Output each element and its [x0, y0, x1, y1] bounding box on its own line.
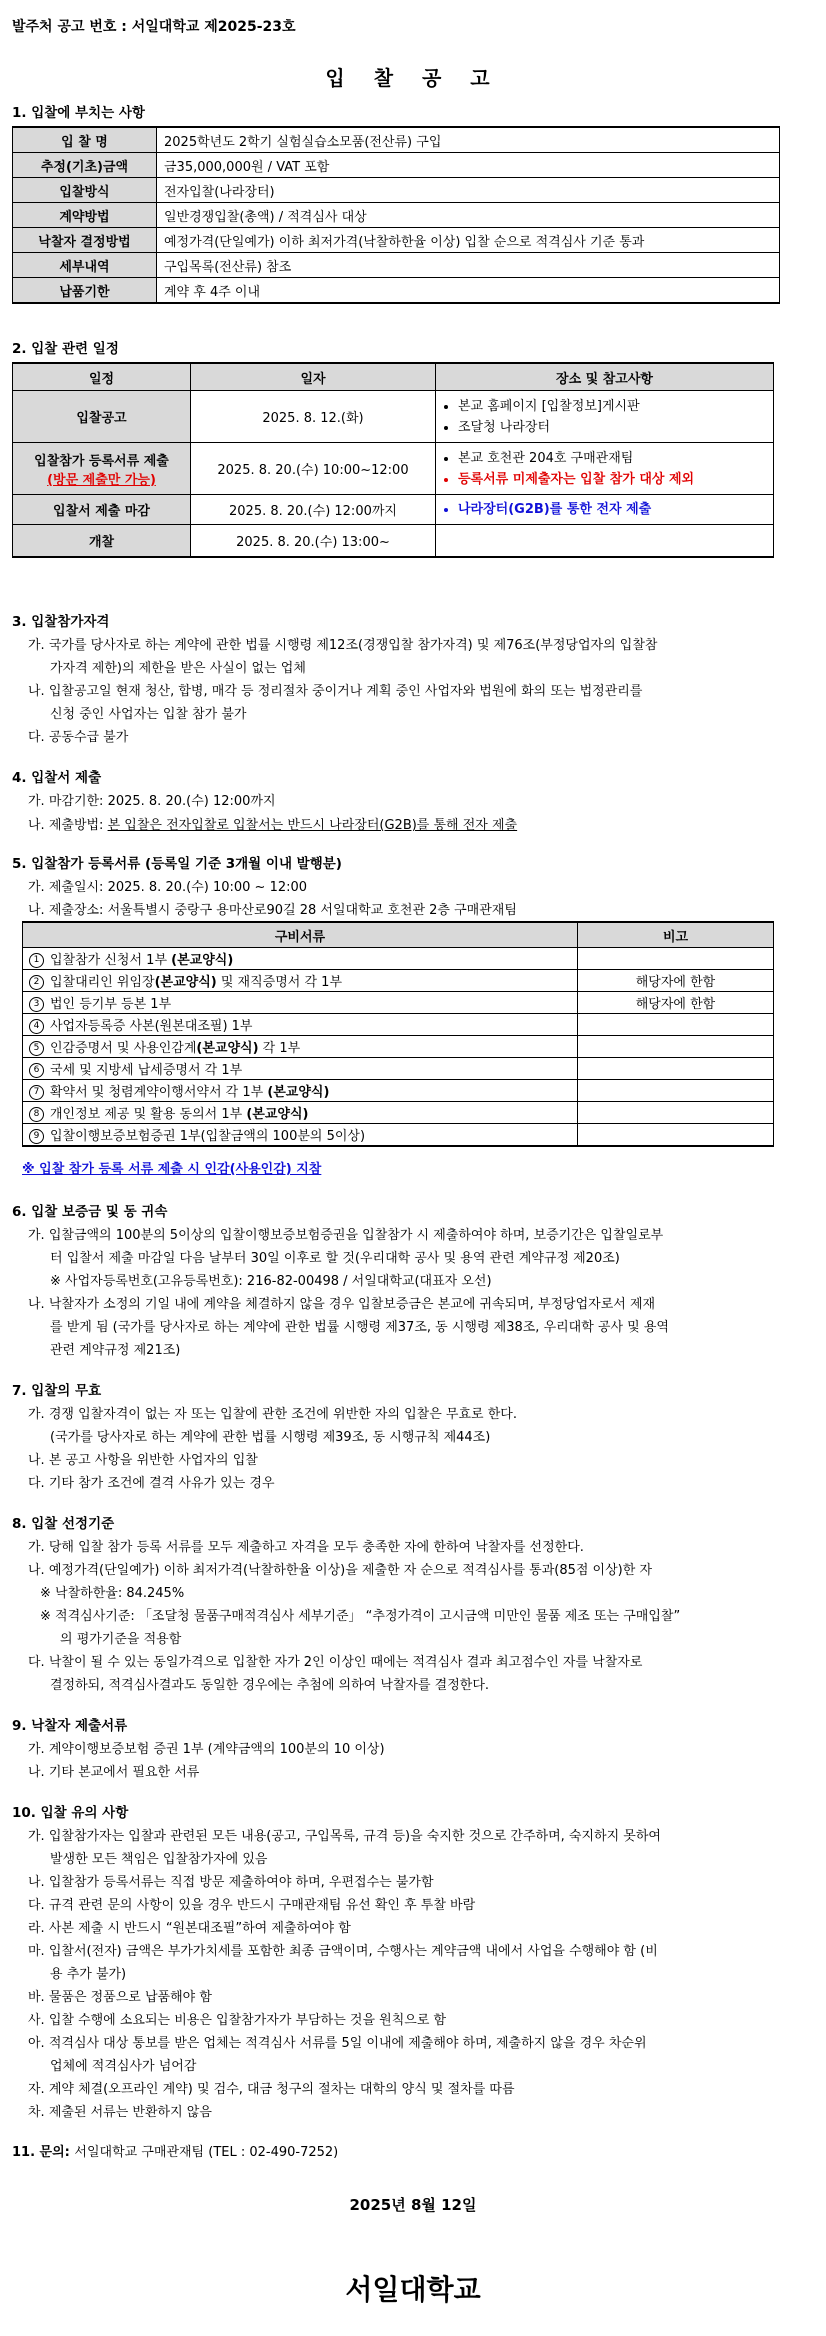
- schedule-notes: [436, 443, 774, 495]
- table-row: [23, 1036, 774, 1058]
- text-line: 가. 마감기한: 2025. 8. 20.(수) 12:00까지: [28, 794, 276, 809]
- text-line: 업체에 적격심사가 넘어감: [50, 2059, 197, 2074]
- item-remark: 해당자에 한함: [578, 970, 774, 992]
- document-item: [23, 948, 578, 970]
- item-remark: [578, 948, 774, 970]
- note-item-warning: • 등록서류 미제출자는 입찰 참가 대상 제외: [458, 469, 765, 490]
- note-item-highlight: • 나라장터(G2B)를 통한 전자 제출: [458, 499, 765, 520]
- text-line: 나. 예정가격(단일예가) 이하 최저가격(낙찰하한율 이상)을 제출한 자 순으로 적격심사를 통과(85점 이상)한 자: [28, 1563, 652, 1578]
- contact-text: 서일대학교 구매관재팀 (TEL : 02-490-7252): [74, 2145, 339, 2160]
- text-line: 다. 기타 참가 조건에 결격 사유가 있는 경우: [28, 1476, 275, 1491]
- column-header: 일정: [13, 363, 191, 391]
- item-number: 4: [29, 1019, 44, 1034]
- table-row: [13, 253, 780, 278]
- document-item: [23, 1124, 578, 1147]
- page-title: 입 찰 공 고: [325, 66, 501, 90]
- text-line: 아. 적격심사 대상 통보를 받은 업체는 적격심사 서류를 5일 이내에 제출해야 하며, 제출하지 않을 경우 차순위: [28, 2036, 647, 2051]
- schedule-notes: [436, 495, 774, 525]
- contact-line: [12, 2141, 338, 2160]
- text-line: 가. 국가를 당사자로 하는 계약에 관한 법률 시행령 제12조(경쟁입찰 참가자격) 및 제76조(부정당업자의 입찰참: [28, 638, 658, 653]
- item-text: 입찰대리인 위임장: [50, 975, 155, 990]
- item-form-note: (본교양식): [196, 1041, 259, 1056]
- text-line: 가. 제출일시: 2025. 8. 20.(수) 10:00 ~ 12:00: [28, 880, 308, 895]
- submit-method-label: 나. 제출방법:: [28, 818, 108, 833]
- schedule-label: 개찰: [13, 525, 191, 557]
- note-item: • 본교 호천관 204호 구매관재팀: [458, 448, 765, 469]
- item-number: 7: [29, 1085, 44, 1100]
- schedule-date: 2025. 8. 20.(수) 10:00~12:00: [191, 443, 436, 495]
- row-label: 세부내역: [13, 253, 157, 278]
- table-row: [23, 1058, 774, 1080]
- text-line: 차. 제출된 서류는 반환하지 않음: [28, 2105, 212, 2120]
- table-row: [23, 1124, 774, 1147]
- column-header: 일자: [191, 363, 436, 391]
- table-row: [13, 278, 780, 304]
- item-remark: [578, 1058, 774, 1080]
- section-1-title: 1. 입찰에 부치는 사항: [12, 105, 145, 121]
- row-value: 2025학년도 2학기 실험실습소모품(전산류) 구입: [157, 127, 780, 153]
- issuer-name: 서일대학교: [345, 2273, 481, 2306]
- schedule-label: 입찰공고: [13, 391, 191, 443]
- text-line: 가자격 제한)의 제한을 받은 사실이 없는 업체: [50, 661, 306, 676]
- schedule-label: [13, 443, 191, 495]
- row-value: 일반경쟁입찰(총액) / 적격심사 대상: [157, 203, 780, 228]
- table-row: [23, 992, 774, 1014]
- seal-note: ※ 입찰 참가 등록 서류 제출 시 인감(사용인감) 지참: [22, 1162, 322, 1177]
- text-line: 발생한 모든 책임은 입찰참가자에 있음: [50, 1852, 268, 1867]
- item-text: 입찰이행보증보험증권 1부(입찰금액의 100분의 5이상): [50, 1129, 366, 1144]
- row-label: 납품기한: [13, 278, 157, 304]
- table-row: [23, 970, 774, 992]
- section-2-title: 2. 입찰 관련 일정: [12, 341, 119, 357]
- text-line: 가. 경쟁 입찰자격이 없는 자 또는 입찰에 관한 조건에 위반한 자의 입찰은 무효로 한다.: [28, 1407, 517, 1422]
- table-row: [13, 495, 774, 525]
- table-row: [23, 948, 774, 970]
- bid-summary-table: [12, 126, 780, 304]
- announcement-number: 발주처 공고 번호 : 서일대학교 제2025-23호: [12, 19, 296, 35]
- schedule-date: 2025. 8. 20.(수) 12:00까지: [191, 495, 436, 525]
- item-remark: 해당자에 한함: [578, 992, 774, 1014]
- document-item: [23, 1014, 578, 1036]
- text-line: ※ 적격심사기준: 「조달청 물품구매적격심사 세부기준」 “추정가격이 고시금액 미만인 물품 제조 또는 구매입찰”: [40, 1609, 681, 1624]
- required-documents-table: [22, 921, 774, 1147]
- table-row: [13, 178, 780, 203]
- row-label: 추정(기초)금액: [13, 153, 157, 178]
- item-number: 2: [29, 975, 44, 990]
- item-remark: [578, 1036, 774, 1058]
- table-row: [13, 127, 780, 153]
- table-row: [23, 1014, 774, 1036]
- text-line: 라. 사본 제출 시 반드시 “원본대조필”하여 제출하여야 함: [28, 1921, 351, 1936]
- text-line: 바. 물품은 정품으로 납품해야 함: [28, 1990, 212, 2005]
- text-line: 나. 입찰공고일 현재 청산, 합병, 매각 등 정리절차 중이거나 계획 중인 사업자와 법원에 화의 또는 법정관리를: [28, 684, 643, 699]
- text-line: 의 평가기준을 적용함: [60, 1632, 182, 1647]
- schedule-date: 2025. 8. 20.(수) 13:00~: [191, 525, 436, 557]
- table-row: [23, 1102, 774, 1124]
- table-header-row: [23, 922, 774, 948]
- document-item: [23, 970, 578, 992]
- table-row: [13, 153, 780, 178]
- column-header: 비고: [578, 922, 774, 948]
- item-number: 5: [29, 1041, 44, 1056]
- section-6-title: 6. 입찰 보증금 및 동 귀속: [12, 1204, 168, 1220]
- item-text: 개인정보 제공 및 활용 동의서 1부: [50, 1107, 247, 1122]
- item-remark: [578, 1102, 774, 1124]
- row-label: 계약방법: [13, 203, 157, 228]
- item-form-note: (본교양식): [246, 1107, 309, 1122]
- text-line: ※ 낙찰하한율: 84.245%: [40, 1586, 185, 1601]
- text-line: 관련 계약규정 제21조): [50, 1343, 181, 1358]
- text-line: 나. 입찰참가 등록서류는 직접 방문 제출하여야 하며, 우편접수는 불가함: [28, 1875, 434, 1890]
- item-form-note: (본교양식): [267, 1085, 330, 1100]
- document-item: [23, 992, 578, 1014]
- text-line: 터 입찰서 제출 마감일 다음 날부터 30일 이후로 할 것(우리대학 공사 및 용역 관련 계약규정 제20조): [50, 1251, 620, 1266]
- row-value: 금35,000,000원 / VAT 포함: [157, 153, 780, 178]
- submit-method-text: 본 입찰은 전자입찰로 입찰서는 반드시 나라장터(G2B)를 통해 전자 제출: [107, 818, 518, 833]
- section-3-title: 3. 입찰참가자격: [12, 614, 110, 630]
- visit-only-note: (방문 제출만 가능): [47, 472, 156, 488]
- schedule-notes: [436, 525, 774, 557]
- text-line: 마. 입찰서(전자) 금액은 부가가치세를 포함한 최종 금액이며, 수행사는 계약금액 내에서 사업을 수행해야 함 (비: [28, 1944, 658, 1959]
- text-line: 다. 낙찰이 될 수 있는 동일가격으로 입찰한 자가 2인 이상인 때에는 적격심사 결과 최고점수인 자를 낙찰자로: [28, 1655, 643, 1670]
- text-line: 나. 낙찰자가 소정의 기일 내에 계약을 체결하지 않을 경우 입찰보증금은 본교에 귀속되며, 부정당업자로서 제재: [28, 1297, 656, 1312]
- item-number: 6: [29, 1063, 44, 1078]
- text-line: 용 추가 불가): [50, 1967, 127, 1982]
- item-number: 9: [29, 1129, 44, 1144]
- text-line: 나. 제출장소: 서울특별시 중랑구 용마산로90길 28 서일대학교 호천관 2층 구매관재팀: [28, 903, 517, 918]
- section-5-title: 5. 입찰참가 등록서류 (등록일 기준 3개월 이내 발행분): [12, 856, 342, 872]
- item-text-tail: 각 1부: [258, 1041, 301, 1056]
- text-line: 가. 당해 입찰 참가 등록 서류를 모두 제출하고 자격을 모두 충족한 자에 한하여 낙찰자를 선정한다.: [28, 1540, 584, 1555]
- section-7-title: 7. 입찰의 무효: [12, 1383, 102, 1399]
- item-text: 인감증명서 및 사용인감계: [50, 1041, 197, 1056]
- column-header: 장소 및 참고사항: [436, 363, 774, 391]
- schedule-table: [12, 362, 774, 558]
- table-header-row: [13, 363, 774, 391]
- text-line: 다. 규격 관련 문의 사항이 있을 경우 반드시 구매관재팀 유선 확인 후 투찰 바람: [28, 1898, 476, 1913]
- row-label: 낙찰자 결정방법: [13, 228, 157, 253]
- row-value: 예정가격(단일예가) 이하 최저가격(낙찰하한율 이상) 입찰 순으로 적격심사 기준 통과: [157, 228, 780, 253]
- document-item: [23, 1080, 578, 1102]
- item-number: 8: [29, 1107, 44, 1122]
- schedule-label-text: 입찰참가 등록서류 제출: [34, 453, 169, 469]
- text-line: 자. 계약 체결(오프라인 계약) 및 검수, 대금 청구의 절차는 대학의 양식 및 절차를 따름: [28, 2082, 515, 2097]
- section-4-title: 4. 입찰서 제출: [12, 770, 102, 786]
- table-row: [13, 203, 780, 228]
- item-number: 1: [29, 953, 44, 968]
- announcement-date: 2025년 8월 12일: [349, 2196, 477, 2214]
- text-line: 가. 입찰금액의 100분의 5이상의 입찰이행보증보험증권을 입찰참가 시 제출하여야 하며, 보증기간은 입찰일로부: [28, 1228, 664, 1243]
- text-line: ※ 사업자등록번호(고유등록번호): 216-82-00498 / 서일대학교(대표자 오선): [50, 1274, 492, 1289]
- item-text: 입찰참가 신청서 1부: [50, 953, 172, 968]
- document-item: [23, 1058, 578, 1080]
- item-text: 확약서 및 청렴계약이행서약서 각 1부: [50, 1085, 268, 1100]
- section-8-title: 8. 입찰 선정기준: [12, 1516, 115, 1532]
- table-row: [13, 228, 780, 253]
- text-line: 가. 입찰참가자는 입찰과 관련된 모든 내용(공고, 구입목록, 규격 등)을 숙지한 것으로 간주하며, 숙지하지 못하여: [28, 1829, 661, 1844]
- text-line: 다. 공동수급 불가: [28, 730, 129, 745]
- row-label: 입 찰 명: [13, 127, 157, 153]
- schedule-date: 2025. 8. 12.(화): [191, 391, 436, 443]
- item-text: 법인 등기부 등본 1부: [50, 997, 172, 1012]
- item-number: 3: [29, 997, 44, 1012]
- row-label: 입찰방식: [13, 178, 157, 203]
- note-item: • 본교 홈페이지 [입찰정보]게시판: [458, 396, 765, 417]
- table-row: [13, 391, 774, 443]
- text-line: [28, 814, 517, 833]
- text-line: 신청 중인 사업자는 입찰 참가 불가: [50, 707, 247, 722]
- item-remark: [578, 1080, 774, 1102]
- table-row: [13, 525, 774, 557]
- row-value: 구입목록(전산류) 참조: [157, 253, 780, 278]
- text-line: (국가를 당사자로 하는 계약에 관한 법률 시행령 제39조, 동 시행규칙 제44조): [50, 1430, 491, 1445]
- item-remark: [578, 1124, 774, 1147]
- schedule-label: 입찰서 제출 마감: [13, 495, 191, 525]
- schedule-notes: [436, 391, 774, 443]
- text-line: 결정하되, 적격심사결과도 동일한 경우에는 추첨에 의하여 낙찰자를 결정한다.: [50, 1678, 490, 1693]
- table-row: [23, 1080, 774, 1102]
- item-text: 사업자등록증 사본(원본대조필) 1부: [50, 1019, 253, 1034]
- item-form-note: (본교양식): [154, 975, 217, 990]
- section-10-title: 10. 입찰 유의 사항: [12, 1805, 129, 1821]
- row-value: 계약 후 4주 이내: [157, 278, 780, 304]
- text-line: 가. 계약이행보증보험 증권 1부 (계약금액의 100분의 10 이상): [28, 1742, 385, 1757]
- item-text-tail: 및 재직증명서 각 1부: [216, 975, 342, 990]
- section-11-title: 11. 문의:: [12, 2145, 75, 2160]
- item-remark: [578, 1014, 774, 1036]
- document-item: [23, 1036, 578, 1058]
- text-line: 나. 본 공고 사항을 위반한 사업자의 입찰: [28, 1453, 258, 1468]
- note-item: • 조달청 나라장터: [458, 417, 765, 438]
- item-text: 국세 및 지방세 납세증명서 각 1부: [50, 1063, 243, 1078]
- row-value: 전자입찰(나라장터): [157, 178, 780, 203]
- table-row: [13, 443, 774, 495]
- item-form-note: (본교양식): [171, 953, 234, 968]
- column-header: 구비서류: [23, 922, 578, 948]
- text-line: 사. 입찰 수행에 소요되는 비용은 입찰참가자가 부담하는 것을 원칙으로 함: [28, 2013, 447, 2028]
- text-line: 나. 기타 본교에서 필요한 서류: [28, 1765, 200, 1780]
- text-line: 를 받게 됨 (국가를 당사자로 하는 계약에 관한 법률 시행령 제37조, 동 시행령 제38조, 우리대학 공사 및 용역: [50, 1320, 669, 1335]
- document-item: [23, 1102, 578, 1124]
- section-9-title: 9. 낙찰자 제출서류: [12, 1718, 128, 1734]
